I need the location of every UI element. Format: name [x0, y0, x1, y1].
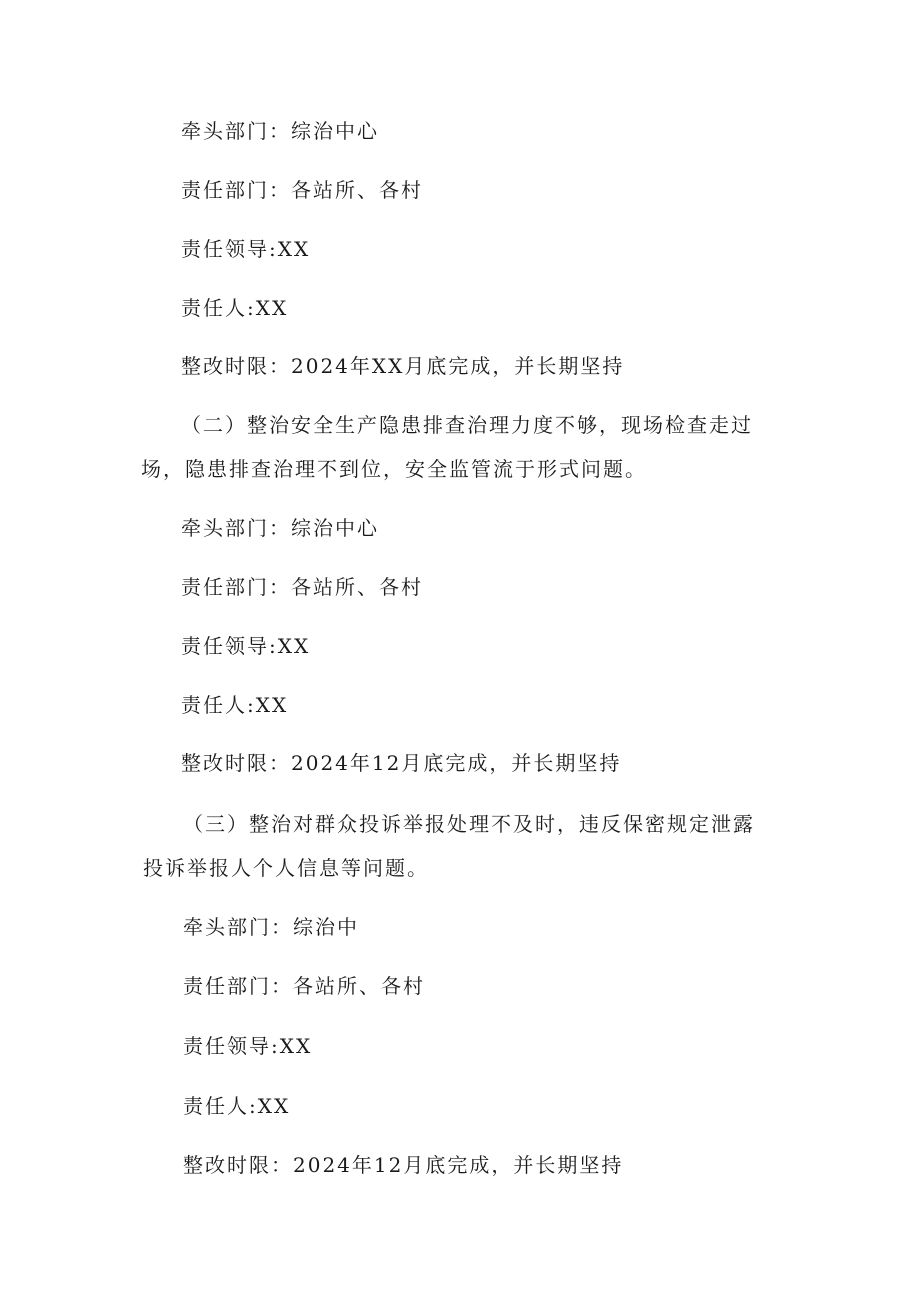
rectification-deadline: 整改时限：2024年12月底完成，并长期坚持: [181, 751, 622, 775]
responsible-department: 责任部门：各站所、各村: [181, 575, 423, 599]
responsible-person: 责任人:XX: [181, 693, 289, 717]
lead-department: 牵头部门：综治中: [183, 915, 359, 939]
responsible-leader: 责任领导:XX: [181, 634, 311, 658]
responsible-person: 责任人:XX: [183, 1094, 291, 1118]
responsible-person: 责任人:XX: [181, 296, 289, 320]
section-heading-3: （三）整治对群众投诉举报处理不及时，违反保密规定泄露投诉举报人个人信息等问题。: [143, 812, 755, 880]
lead-department: 牵头部门：综治中心: [181, 119, 379, 143]
responsible-leader: 责任领导:XX: [181, 237, 311, 261]
responsible-department: 责任部门：各站所、各村: [183, 974, 425, 998]
responsible-leader: 责任领导:XX: [183, 1034, 313, 1058]
rectification-deadline: 整改时限：2024年XX月底完成，并长期坚持: [181, 354, 625, 378]
section-heading-2: （二）整治安全生产隐患排查治理力度不够，现场检查走过场，隐患排查治理不到位，安全监管流于形式问题。: [141, 413, 753, 481]
responsible-department: 责任部门：各站所、各村: [181, 178, 423, 202]
rectification-deadline: 整改时限：2024年12月底完成，并长期坚持: [183, 1153, 624, 1177]
lead-department: 牵头部门：综治中心: [181, 516, 379, 540]
